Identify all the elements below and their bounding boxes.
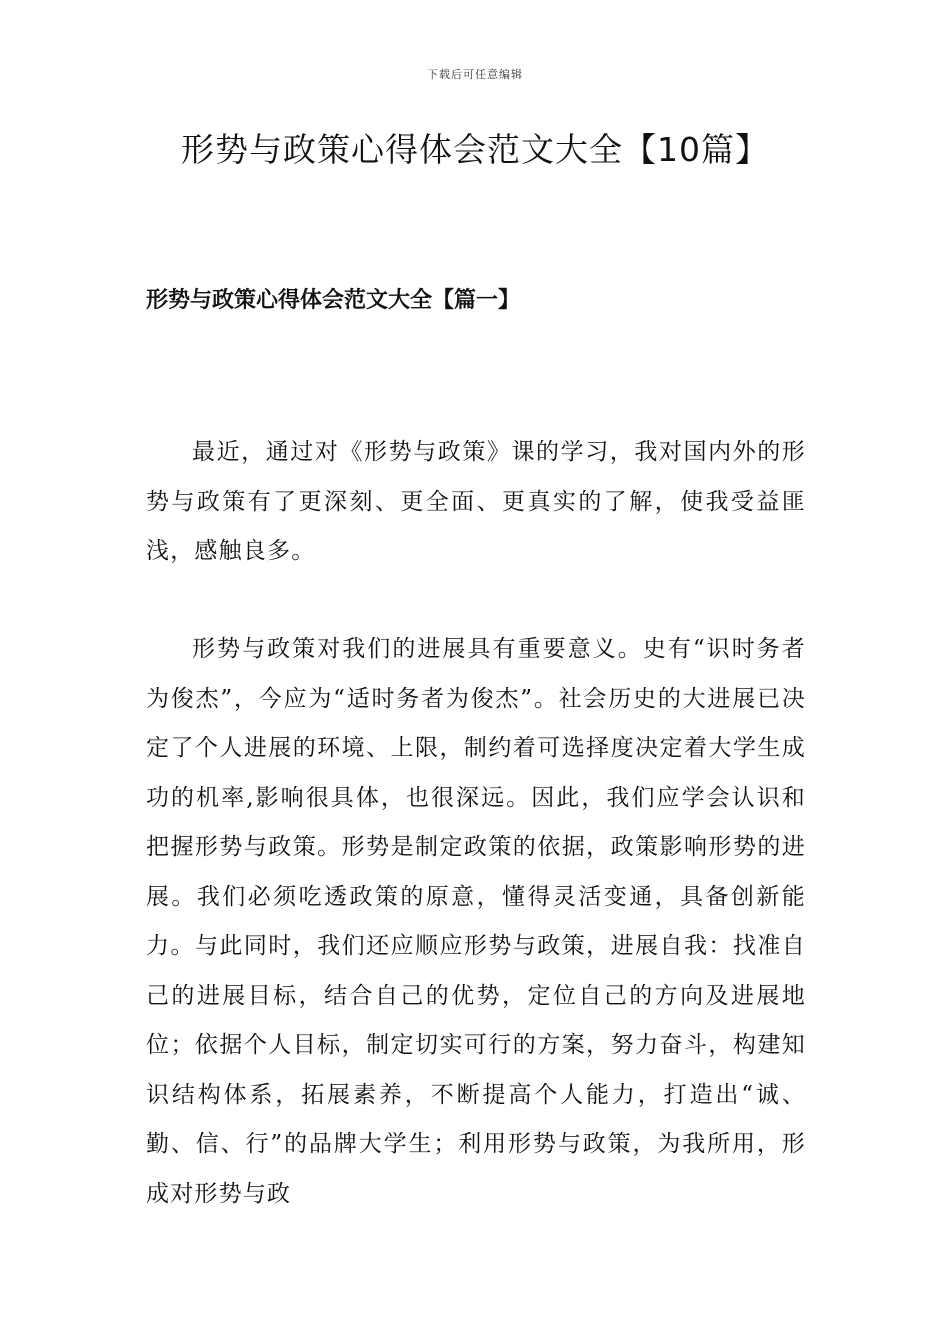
header-note: 下载后可任意编辑: [427, 68, 523, 81]
body-paragraph-2: 形势与政策对我们的进展具有重要意义。史有“识时务者为俊杰”，今应为“适时务者为俊杰”。社会历史的大进展已决定了个人进展的环境、上限，制约着可选择度决定着大学生成功的机率,影响很具体，也很深远。因此，我们应学会认识和把握形势与政策。形势是制定政策的依据，政策影响形势的进展。我们必须吃透政策的原意，懂得灵活变通，具备创新能力。与此同时，我们还应顺应形势与政策，进展自我：找准自己的进展目标，结合自己的优势，定位自己的方向及进展地位；依据个人目标，制定切实可行的方案，努力奋斗，构建知识结构体系，拓展素养，不断提高个人能力，打造出“诚、勤、信、行”的品牌大学生；利用形势与政策，为我所用，形成对形势与政: [146, 636, 806, 1207]
document-title: 形势与政策心得体会范文大全【10篇】: [181, 130, 769, 169]
body-paragraph-1: 最近，通过对《形势与政策》课的学习，我对国内外的形势与政策有了更深刻、更全面、更真实的了解，使我受益匪浅，感触良多。: [146, 439, 806, 564]
section-heading: 形势与政策心得体会范文大全【篇一】: [146, 287, 521, 313]
